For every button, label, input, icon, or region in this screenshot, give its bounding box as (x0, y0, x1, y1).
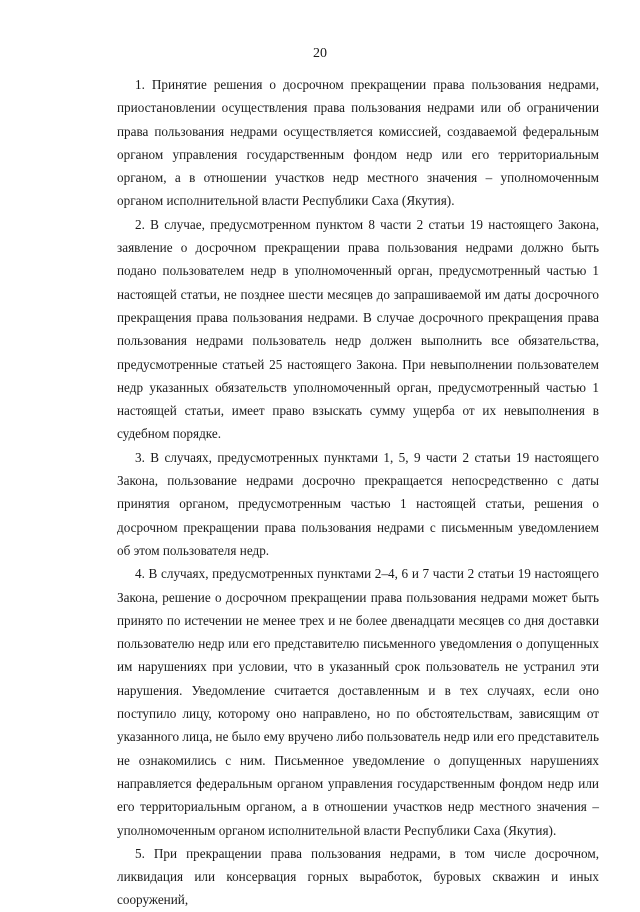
document-body (117, 73, 599, 912)
page-number: 20 (313, 46, 327, 61)
paragraph-5: 5. При прекращении права пользования недрами, в том числе досрочном, ликвидация или консервация горных выработок, буровых скважин и иных сооружений, (117, 845, 599, 908)
paragraph-2: 2. В случае, предусмотренном пунктом 8 части 2 статьи 19 настоящего Закона, заявление о досрочном прекращении права пользования недрами должно быть подано пользователем недр в уполномоченный орган, предусмотренный частью 1 настоящей статьи, не позднее шести месяцев до запрашиваемой им даты досрочного прекращения права пользования недрами. В случае досрочного прекращения права пользования недрами пользователь недр должен выполнить все обязательства, предусмотренные статьей 25 настоящего Закона. При невыполнении пользователем недр указанных обязательств уполномоченный орган, предусмотренный частью 1 настоящей статьи, имеет право взыскать сумму ущерба от их невыполнения в судебном порядке. (117, 216, 599, 442)
paragraph-4: 4. В случаях, предусмотренных пунктами 2–4, 6 и 7 части 2 статьи 19 настоящего Закона, решение о досрочном прекращении права пользования недрами может быть принято по истечении не менее трех и не более двенадцати месяцев со дня доставки пользователю недр или его представителю письменного уведомления о допущенных им нарушениях при условии, что в указанный срок пользователь не устранил эти нарушения. Уведомление считается доставленным и в тех случаях, если оно поступило лицу, которому оно направлено, но по обстоятельствам, зависящим от указанного лица, не было ему вручено либо пользователь недр или его представитель не ознакомились с ним. Письменное уведомление о допущенных нарушениях направляется федеральным органом управления государственным фондом недр или его территориальным органом, а в отношении участков недр местного значения – уполномоченным органом исполнительной власти Республики Саха (Якутия). (117, 566, 599, 838)
paragraph-1: 1. Принятие решения о досрочном прекращении права пользования недрами, приостановлении осуществления права пользования недрами или об ограничении права пользования недрами осуществляется комиссией, создаваемой федеральным органом управления государственным фондом недр или его территориальным органом, а в отношении участков недр местного значения – уполномоченным органом исполнительной власти Республики Саха (Якутия). (117, 77, 599, 209)
paragraph-3: 3. В случаях, предусмотренных пунктами 1, 5, 9 части 2 статьи 19 настоящего Закона, пользование недрами досрочно прекращается непосредственно с даты принятия органом, предусмотренным частью 1 настоящей статьи, решения о досрочном прекращении права пользования недрами с письменным уведомлением об этом пользователя недр. (117, 449, 599, 558)
